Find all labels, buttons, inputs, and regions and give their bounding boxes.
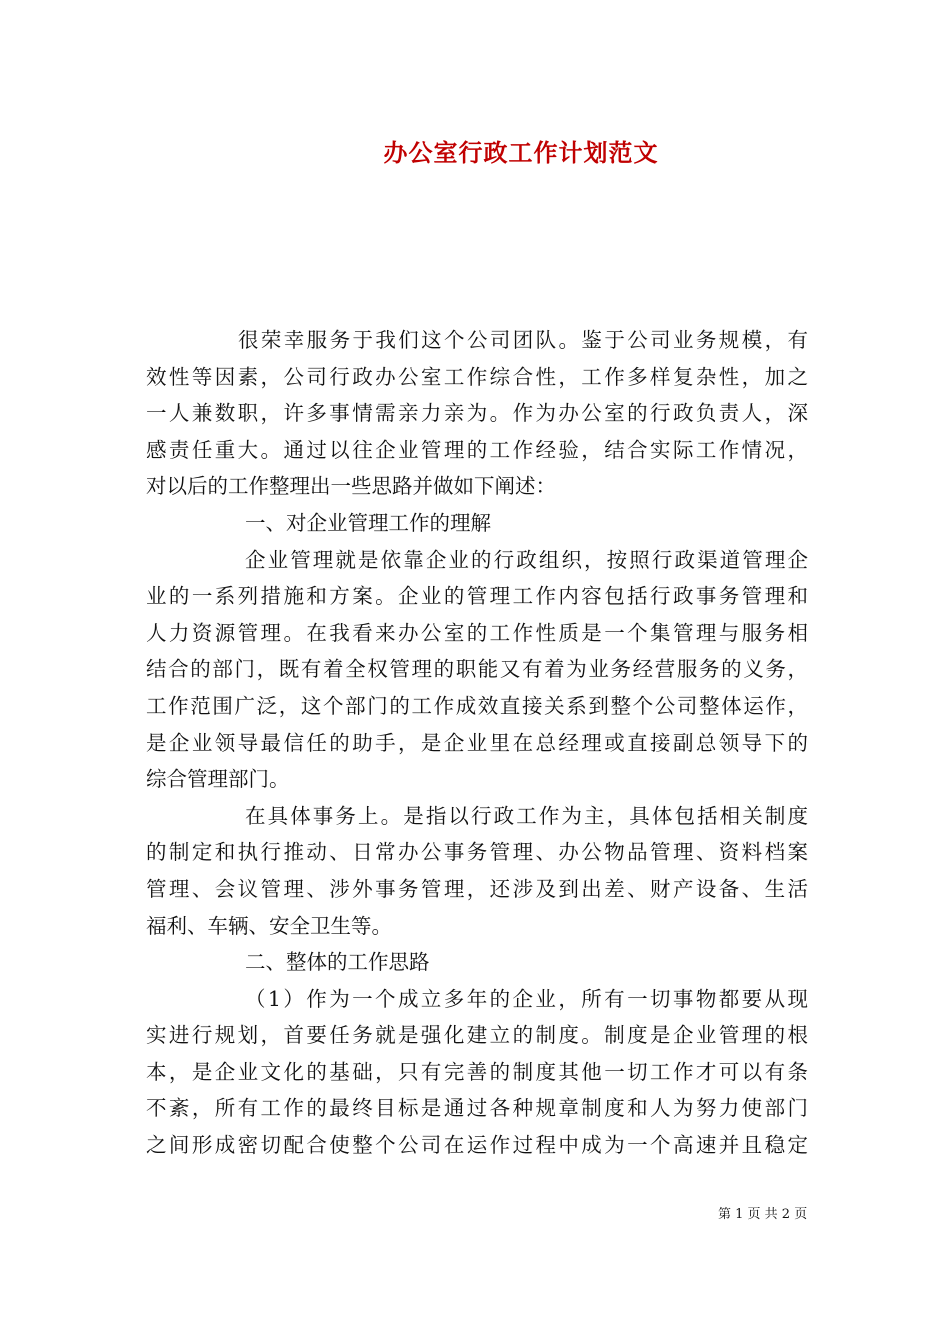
text-line: 工作范围广泛，这个部门的工作成效直接关系到整个公司整体运作， [146,693,808,718]
text-line: 综合管理部门。 [146,767,290,792]
text-line: 很荣幸服务于我们这个公司团队。鉴于公司业务规模，有 [238,328,808,352]
text-line: 管理、会议管理、涉外事务管理，还涉及到出差、财产设备、生活 [146,876,808,901]
text-line: 效性等因素，公司行政办公室工作综合性，工作多样复杂性，加之 [146,364,808,389]
page-footer: 第 1 页 共 2 页 [718,1207,808,1222]
text-line: 感责任重大。通过以往企业管理的工作经验，结合实际工作情况， [146,437,808,462]
text-line: 在具体事务上。是指以行政工作为主，具体包括相关制度 [245,803,808,828]
document-body [146,322,808,1164]
text-line: 之间形成密切配合使整个公司在运作过程中成为一个高速并且稳定 [146,1133,808,1158]
text-line: （1）作为一个成立多年的企业，所有一切事物都要从现 [245,986,808,1011]
text-line: 一、对企业管理工作的理解 [245,510,491,535]
text-line: 福利、车辆、安全卫生等。 [146,913,392,938]
text-line: 业的一系列措施和方案。企业的管理工作内容包括行政事务管理和 [146,584,808,609]
text-line: 二、整体的工作思路 [245,950,430,975]
text-line: 企业管理就是依靠企业的行政组织，按照行政渠道管理企 [245,547,808,572]
document-title: 办公室行政工作计划范文 [383,138,659,167]
text-line: 是企业领导最信任的助手，是企业里在总经理或直接副总领导下的 [146,730,808,755]
text-line: 对以后的工作整理出一些思路并做如下阐述： [146,474,556,499]
text-line: 结合的部门，既有着全权管理的职能又有着为业务经营服务的义务， [146,657,808,682]
text-line: 不紊，所有工作的最终目标是通过各种规章制度和人为努力使部门 [146,1096,808,1121]
text-line: 的制定和执行推动、日常办公事务管理、办公物品管理、资料档案 [146,840,808,865]
text-line: 实进行规划，首要任务就是强化建立的制度。制度是企业管理的根 [146,1023,808,1048]
text-line: 人力资源管理。在我看来办公室的工作性质是一个集管理与服务相 [146,620,808,645]
text-line: 本，是企业文化的基础，只有完善的制度其他一切工作才可以有条 [146,1059,808,1084]
text-line: 一人兼数职，许多事情需亲力亲为。作为办公室的行政负责人，深 [146,401,808,426]
